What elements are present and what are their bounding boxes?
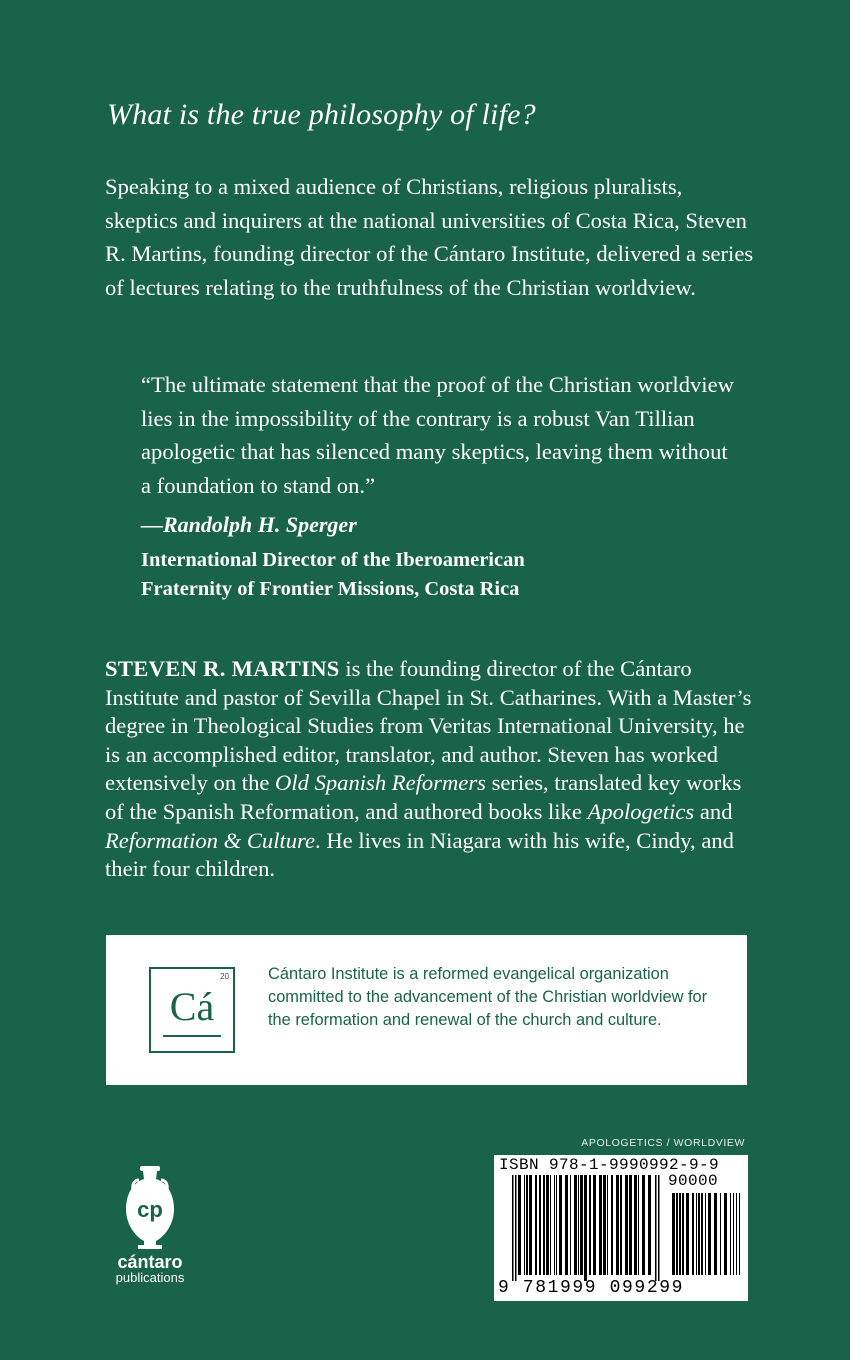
barcode-bar — [550, 1175, 551, 1275]
barcode-bar — [701, 1193, 703, 1275]
barcode-bar — [589, 1175, 591, 1275]
barcode-bar — [638, 1175, 639, 1275]
barcode-bar — [658, 1175, 660, 1281]
barcode-bar — [676, 1193, 678, 1275]
barcode-bar — [607, 1175, 608, 1275]
barcode-bar — [629, 1175, 632, 1275]
barcode-bar — [682, 1193, 684, 1275]
endorsement-attribution: —Randolph H. Sperger — [141, 512, 357, 537]
barcode-bar — [515, 1175, 517, 1281]
publisher-logo — [100, 1165, 200, 1285]
barcode-bar — [696, 1193, 697, 1275]
institute-panel — [106, 935, 747, 1085]
barcode-bar — [692, 1193, 694, 1275]
barcode-bar — [655, 1175, 657, 1281]
barcode-bar — [724, 1193, 727, 1275]
institute-element-logo — [149, 967, 235, 1053]
barcode-bar — [578, 1175, 579, 1275]
element-underline — [163, 1035, 221, 1037]
barcode-bar — [556, 1175, 557, 1275]
barcode-bar — [580, 1175, 583, 1275]
bio-text-4: . He lives in Niagara with his wife, Cindy, and their four children. — [105, 827, 734, 882]
barcode-bar — [714, 1193, 717, 1275]
barcode-bar — [603, 1175, 606, 1275]
bio-book-title-2: Reformation & Culture — [105, 827, 316, 853]
barcode-bar — [584, 1175, 587, 1281]
barcode-bar — [705, 1193, 706, 1275]
bio-text-2: series, translated key works of the Spanish Reformation, and authored books like — [105, 770, 742, 824]
endorsement-affiliation — [141, 546, 741, 604]
barcode-bar — [526, 1175, 528, 1275]
barcode-bar — [559, 1175, 562, 1275]
element-symbol: Cá — [169, 984, 215, 1029]
element-number: 20 — [220, 972, 229, 981]
ean-digits: 9 781999 099299 — [498, 1278, 685, 1298]
barcode-bar — [708, 1193, 711, 1275]
barcode-bar — [739, 1193, 740, 1275]
amphora-icon — [122, 1165, 178, 1251]
barcode-bar — [733, 1193, 734, 1275]
barcode-bar — [672, 1193, 675, 1275]
barcode-bar — [539, 1175, 541, 1275]
affiliation-line-1: International Director of the Iberoamerican — [141, 549, 525, 571]
author-name: STEVEN R. MARTINS — [105, 656, 340, 681]
barcode-bar — [543, 1175, 545, 1275]
barcode-bar — [698, 1193, 700, 1275]
isbn-number: ISBN 978-1-9990992-9-9 — [499, 1156, 720, 1174]
barcode-bar — [535, 1175, 537, 1275]
barcode-bar — [546, 1175, 549, 1275]
barcode-bar — [554, 1175, 555, 1275]
publisher-subtitle: publications — [115, 1270, 185, 1285]
tagline: What is the true philosophy of life? — [107, 98, 536, 131]
barcode-bar — [625, 1175, 628, 1275]
barcode-bar — [574, 1175, 577, 1275]
barcode-bar — [524, 1175, 525, 1275]
barcode-bar — [736, 1193, 737, 1275]
barcode-bar — [529, 1175, 532, 1275]
bio-text-3: and — [694, 798, 733, 824]
barcode-bar — [616, 1175, 619, 1275]
barcode-bar — [720, 1193, 721, 1275]
barcode-bar — [565, 1175, 568, 1275]
isbn-barcode — [494, 1155, 748, 1301]
price-code: 90000 — [668, 1172, 719, 1190]
barcode-bar — [679, 1193, 681, 1275]
barcode-bar — [512, 1175, 514, 1281]
barcode-bar — [518, 1175, 521, 1275]
barcode-bar — [593, 1175, 596, 1275]
barcode-bar — [620, 1175, 622, 1275]
barcode-bar — [599, 1175, 602, 1275]
barcode-bar — [686, 1193, 689, 1275]
bio-text-1: is the founding director of the Cántaro Institute and pastor of Sevilla Chapel in St. Catharines. With a Master’s degree in Theological Studies from Veritas International University, he is an accomplished editor, translator, and author. Steven has worked extensively on the — [105, 656, 752, 796]
barcode-bar — [611, 1175, 613, 1275]
barcode-bar — [642, 1175, 645, 1275]
barcode-bar — [648, 1175, 651, 1275]
bio-book-title-1: Apologetics — [587, 798, 695, 824]
publisher-monogram: cp — [137, 1197, 163, 1222]
endorsement-quote: “The ultimate statement that the proof of the Christian worldview lies in the impossibility of the contrary is a robust Van Tillian apologetic that has silenced many skeptics, leaving them without a foundation to stand on.” — [141, 372, 734, 498]
affiliation-line-2: Fraternity of Frontier Missions, Costa Rica — [141, 578, 520, 600]
barcode-bar — [634, 1175, 637, 1275]
barcode-bar — [570, 1175, 571, 1275]
barcode-bar — [730, 1193, 731, 1275]
author-bio — [105, 655, 755, 884]
institute-description: Cántaro Institute is a reformed evangelical organization committed to the advancement of the Christian worldview for the reformation and renewal of the church and culture. — [268, 965, 708, 1029]
bio-series-title: Old Spanish Reformers — [275, 770, 486, 796]
intro-paragraph: Speaking to a mixed audience of Christians, religious pluralists, skeptics and inquirers at the national universities of Costa Rica, Steven R. Martins, founding director of the Cántaro Institute, delivered a series of lectures relating to the truthfulness of the Christian worldview. — [105, 174, 754, 300]
publisher-name: cántaro — [117, 1252, 183, 1272]
category-label: APOLOGETICS / WORLDVIEW — [581, 1137, 745, 1149]
